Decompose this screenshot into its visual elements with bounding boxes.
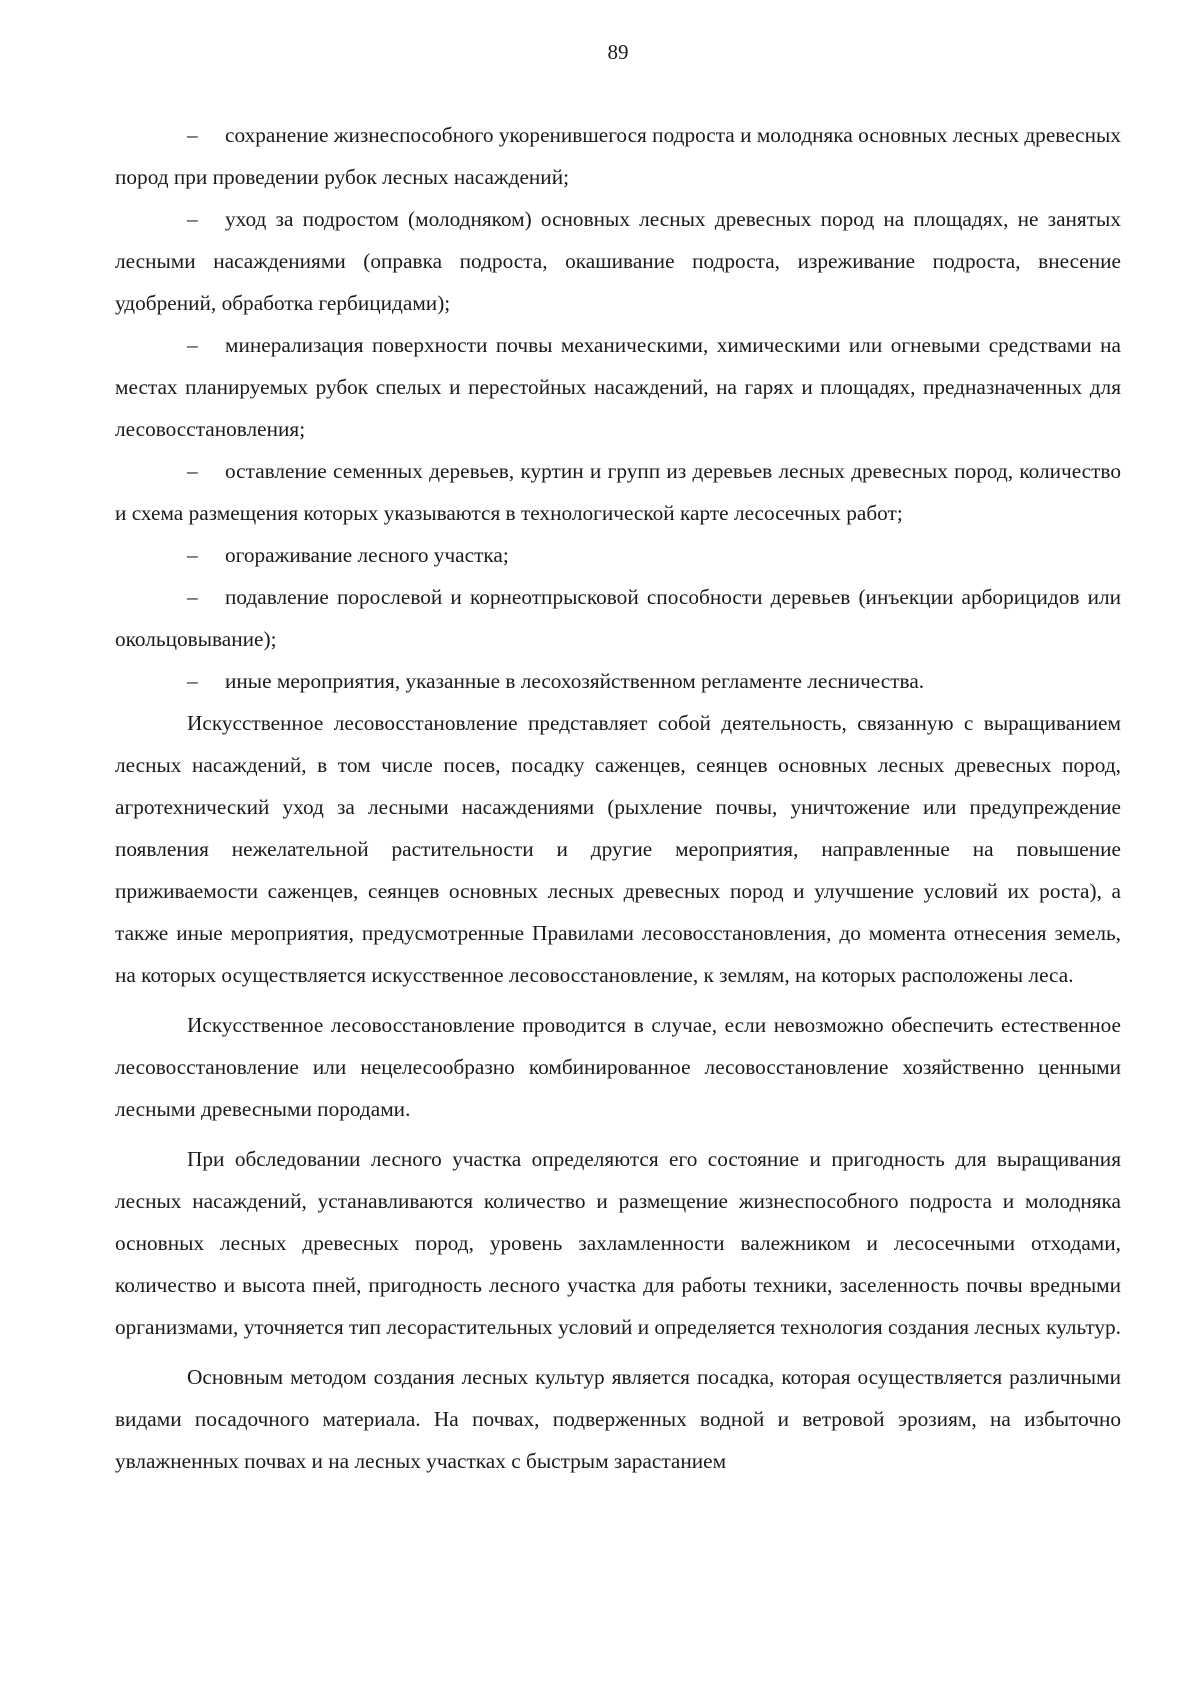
list-item bbox=[115, 660, 1121, 702]
list-item-text: подавление порослевой и корнеотпрысковой способности деревьев (инъекции арборицидов или окольцовывание); bbox=[115, 585, 1121, 651]
list-item-text: иные мероприятия, указанные в лесохозяйственном регламенте лесничества. bbox=[225, 669, 925, 693]
body-paragraph: Основным методом создания лесных культур является посадка, которая осуществляется различными видами посадочного материала. На почвах, подверженных водной и ветровой эрозиям, на избыточно увлажненных почвах и на лесных участках с быстрым зарастанием bbox=[115, 1365, 1121, 1473]
list-item bbox=[115, 576, 1121, 660]
list-item bbox=[115, 324, 1121, 450]
list-item-text: огораживание лесного участка; bbox=[225, 543, 509, 567]
list-item bbox=[115, 450, 1121, 534]
list-item bbox=[115, 198, 1121, 324]
body-paragraph: Искусственное лесовосстановление представляет собой деятельность, связанную с выращиванием лесных насаждений, в том числе посев, посадку саженцев, сеянцев основных лесных древесных пород, агротехнический уход за лесными насаждениями (рыхление почвы, уничтожение или предупреждение появления нежелательной растительности и другие мероприятия, направленные на повышение приживаемости саженцев, сеянцев основных лесных древесных пород и улучшение условий их роста), а также иные мероприятия, предусмотренные Правилами лесовосстановления, до момента отнесения земель, на которых осуществляется искусственное лесовосстановление, к землям, на которых расположены леса. bbox=[115, 711, 1121, 987]
page-body bbox=[115, 114, 1121, 1482]
dash-marker: – bbox=[187, 669, 198, 693]
dash-marker: – bbox=[187, 585, 198, 609]
body-paragraph: При обследовании лесного участка определяются его состояние и пригодность для выращивания лесных насаждений, устанавливаются количество и размещение жизнеспособного подроста и молодняка основных лесных древесных пород, уровень захламленности валежником и лесосечными отходами, количество и высота пней, пригодность лесного участка для работы техники, заселенность почвы вредными организмами, уточняется тип лесорастительных условий и определяется технология создания лесных культур. bbox=[115, 1147, 1122, 1339]
dash-marker: – bbox=[187, 207, 198, 231]
list-item-text: сохранение жизнеспособного укоренившегося подроста и молодняка основных лесных древесных пород при проведении рубок лесных насаждений; bbox=[115, 123, 1121, 189]
list-item bbox=[115, 534, 1121, 576]
dash-marker: – bbox=[187, 333, 198, 357]
list-item-text: оставление семенных деревьев, куртин и групп из деревьев лесных древесных пород, количество и схема размещения которых указываются в технологической карте лесосечных работ; bbox=[115, 459, 1121, 525]
dash-marker: – bbox=[187, 459, 198, 483]
list-item-text: уход за подростом (молодняком) основных лесных древесных пород на площадях, не занятых лесными насаждениями (оправка подроста, окашивание подроста, изреживание подроста, внесение удобрений, обработка гербицидами); bbox=[115, 207, 1121, 315]
dash-marker: – bbox=[187, 543, 198, 567]
list-item-text: минерализация поверхности почвы механическими, химическими или огневыми средствами на местах планируемых рубок спелых и перестойных насаждений, на гарях и площадях, предназначенных для лесовосстановления; bbox=[115, 333, 1121, 441]
page-number: 89 bbox=[607, 40, 629, 64]
body-paragraph: Искусственное лесовосстановление проводится в случае, если невозможно обеспечить естественное лесовосстановление или нецелесообразно комбинированное лесовосстановление хозяйственно ценными лесными древесными породами. bbox=[115, 1013, 1121, 1121]
dash-marker: – bbox=[187, 123, 198, 147]
list-item bbox=[115, 114, 1121, 198]
